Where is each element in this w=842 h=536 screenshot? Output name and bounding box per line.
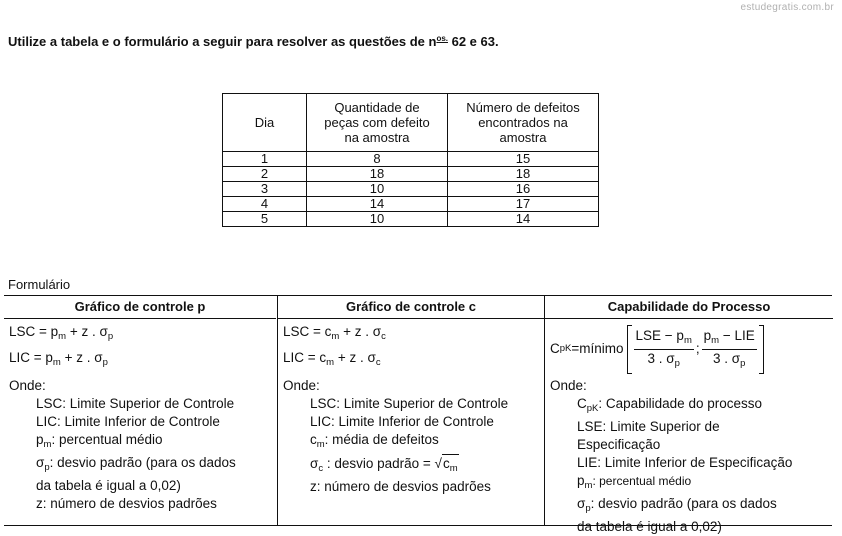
def-pm: $p_m$: percentual médio — [577, 473, 692, 491]
cell-quantidade: 18 — [307, 167, 448, 182]
table-row — [223, 167, 599, 182]
formula-lic-p: LIC = $p_m + z$ . $\sigma_p$ — [9, 350, 108, 368]
definitions-c — [310, 395, 544, 496]
fraction-upper: $\frac{LSE - p_m}{3 . \sigma_p}$ — [635, 327, 692, 369]
cell-numero: 17 — [448, 197, 599, 212]
cell-quantidade: 8 — [307, 152, 448, 167]
def-lsc: LSC: Limite Superior de Controle — [310, 396, 509, 411]
column-control-p — [4, 296, 276, 525]
def-sigma-c: $\sigma_c$ : desvio padrão = $√c_m$ — [310, 454, 544, 478]
column-capability — [544, 296, 833, 534]
cell-numero: 18 — [448, 167, 599, 182]
column-control-c — [277, 296, 544, 525]
cell-quantidade: 10 — [307, 182, 448, 197]
fraction-lower: $\frac{p_m - LIE}{3 . \sigma_p}$ — [703, 327, 755, 369]
header-dia: Dia — [223, 94, 307, 152]
def-lic: LIC: Limite Inferior de Controle — [36, 414, 220, 429]
def-pm: $p_m$: percentual médio — [36, 432, 163, 450]
onde-label: Onde: — [283, 378, 320, 393]
formula-lsc-p: LSC = $p_m + z$ . $\sigma_p$ — [9, 324, 114, 342]
formula-lsc-c: LSC = $c_m + z$ . $\sigma_c$ — [283, 324, 386, 342]
data-table — [222, 93, 599, 227]
def-sigma-p-cont: da tabela é igual a 0,02) — [36, 478, 181, 493]
cell-numero: 14 — [448, 212, 599, 227]
def-cpk: $C_{pK}$: Capabilidade do processo — [577, 396, 762, 414]
table-row — [223, 182, 599, 197]
cell-dia: 2 — [223, 167, 307, 182]
table-row — [223, 197, 599, 212]
def-lse-cont: Especificação — [577, 437, 661, 452]
cell-dia: 1 — [223, 152, 307, 167]
sqrt-symbol: √ — [434, 456, 442, 471]
header-numero: Número de defeitos encontrados na amostra — [448, 94, 599, 152]
def-sigma-p: $\sigma_p$: desvio padrão (para os dados — [36, 455, 236, 473]
formula-table — [4, 295, 832, 534]
onde-label: Onde: — [550, 378, 587, 393]
formula-cpk: C pK =mínimo $\frac{LSE - p_m}{3 . \sigma_p}$ ; $\frac{p_m - LIE}{3 . \sigma_p}$ — [550, 323, 833, 375]
def-sigma-p-cont: da tabela é igual a 0,02) — [577, 519, 722, 534]
cell-quantidade: 14 — [307, 197, 448, 212]
definitions-p — [36, 395, 276, 513]
onde-label: Onde: — [9, 378, 46, 393]
cell-dia: 5 — [223, 212, 307, 227]
def-cm: $c_m$: média de defeitos — [310, 432, 439, 450]
def-lsc: LSC: Limite Superior de Controle — [36, 396, 235, 411]
table-row — [223, 212, 599, 227]
cell-dia: 3 — [223, 182, 307, 197]
def-lse: LSE: Limite Superior de — [577, 419, 720, 434]
definitions-capability — [577, 395, 833, 536]
table-row — [223, 152, 599, 167]
cell-quantidade: 10 — [307, 212, 448, 227]
def-lic: LIC: Limite Inferior de Controle — [310, 414, 494, 429]
def-z: z: número de desvios padrões — [310, 479, 491, 494]
cpk-bracket: $\frac{LSE - p_m}{3 . \sigma_p}$ ; $\frac{p_m - LIE}{3 . \sigma_p}$ — [627, 325, 764, 374]
header-quantidade: Quantidade de peças com defeito na amostra — [307, 94, 448, 152]
cell-numero: 16 — [448, 182, 599, 197]
def-z: z: número de desvios padrões — [36, 496, 217, 511]
table-header-row — [223, 94, 599, 152]
cell-dia: 4 — [223, 197, 307, 212]
def-sigma-p: $\sigma_p$: desvio padrão (para os dados — [577, 496, 777, 514]
intro-text: Utilize a tabela e o formulário a seguir para resolver as questões de $n^{os.}$ 62 e 63. — [8, 34, 499, 49]
def-lie: LIE: Limite Inferior de Especificação — [577, 455, 793, 470]
column-title-c: Gráfico de controle c — [278, 296, 544, 319]
cell-numero: 15 — [448, 152, 599, 167]
watermark: estudegratis.com.br — [740, 2, 834, 13]
column-title-capability: Capabilidade do Processo — [545, 296, 833, 319]
formulario-label: Formulário — [8, 277, 71, 292]
column-title-p: Gráfico de controle p — [4, 296, 276, 319]
formula-lic-c: LIC = $c_m + z$ . $\sigma_c$ — [283, 350, 381, 368]
